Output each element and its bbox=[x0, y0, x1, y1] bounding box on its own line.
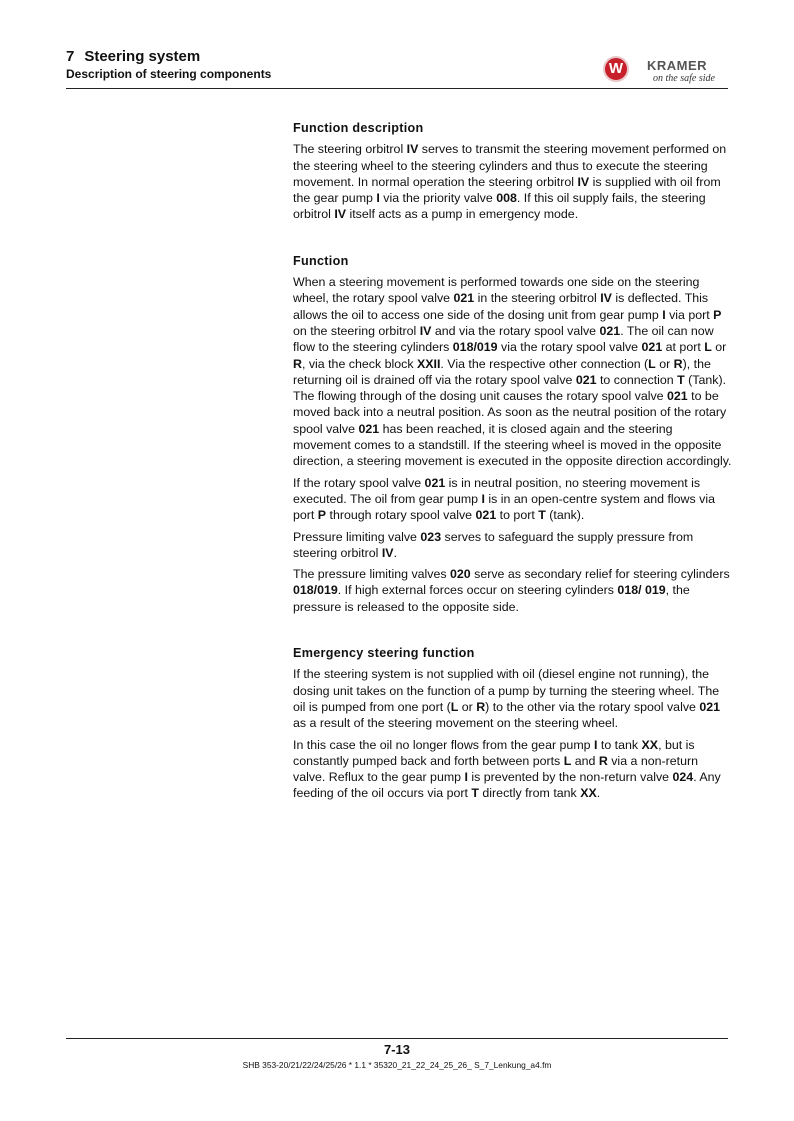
chapter-number: 7 bbox=[66, 48, 75, 65]
bold-reference: R bbox=[476, 699, 486, 714]
section-function bbox=[293, 253, 733, 615]
bold-reference: IV bbox=[334, 207, 347, 222]
bold-reference: 018/019 bbox=[293, 583, 338, 598]
bold-reference: L bbox=[704, 340, 712, 355]
bold-reference: R bbox=[293, 356, 302, 371]
bold-reference: 008 bbox=[496, 191, 517, 206]
main-content bbox=[293, 120, 733, 832]
paragraph: The steering orbitrol IV serves to transmit the steering movement performed on the steering wheel to the steering cylinders and thus to execute the steering movement. In normal operation the steering orbitrol IV is supplied with oil from the gear pump I via the priority valve 008. If this oil supply fails, the steering orbitrol IV itself acts as a pump in emergency mode. bbox=[293, 142, 727, 222]
bold-reference: 020 bbox=[450, 567, 471, 582]
bold-reference: I bbox=[376, 191, 380, 206]
bold-reference: R bbox=[673, 356, 683, 371]
bold-reference: I bbox=[464, 770, 468, 785]
section-heading: Function bbox=[293, 253, 349, 268]
bold-reference: IV bbox=[406, 142, 419, 157]
bold-reference: P bbox=[317, 508, 327, 523]
bold-reference: IV bbox=[600, 291, 612, 306]
section-heading: Function description bbox=[293, 121, 424, 135]
bold-reference: IV bbox=[577, 174, 590, 189]
section-function-description bbox=[293, 120, 733, 223]
bold-reference: 024 bbox=[672, 770, 694, 785]
bold-reference: T bbox=[538, 508, 546, 523]
paragraph: If the steering system is not supplied with oil (diesel engine not running), the dosing unit takes on the function of a pump by turning the steering wheel. The oil is pumped from one port (L or R) to the other via the rotary spool valve 021 as a result of the steering movement on the steering wheel. bbox=[293, 667, 721, 731]
bold-reference: XXII bbox=[416, 356, 441, 371]
bold-reference: I bbox=[481, 491, 485, 506]
bold-reference: 021 bbox=[358, 421, 380, 436]
logo-mark-icon: W bbox=[603, 56, 629, 82]
bold-reference: 018/019 bbox=[452, 340, 498, 355]
bold-reference: P bbox=[713, 307, 722, 322]
paragraph: When a steering movement is performed towards one side on the steering wheel, the rotary spool valve 021 in the steering orbitrol IV is deflected. This allows the oil to access one side of the dosing unit from gear pump I via port P on the steering orbitrol IV and via the rotary spool valve 021. The oil can now flow to the steering cylinders 018/019 via the rotary spool valve 021 at port L or R, via the check block XXII. Via the respective other connection (L or R), the returning oil is drained off via the rotary spool valve 021 to connection T (Tank). The flowing through of the dosing unit causes the rotary spool valve 021 to be moved back into a neutral position. As soon as the neutral position of the rotary spool valve 021 has been reached, it is closed again and the steering movement comes to a standstill. If the steering wheel is moved in the opposite direction, a steering movement is executed in the opposite direction accordingly. bbox=[293, 275, 732, 469]
bold-reference: XX bbox=[641, 737, 659, 752]
section-heading: Emergency steering function bbox=[293, 646, 475, 661]
header-divider bbox=[66, 88, 728, 89]
paragraph: The pressure limiting valves 020 serve as secondary relief for steering cylinders 018/019. If high external forces occur on steering cylinders 018/ 019, the pressure is released to the opposite side. bbox=[293, 567, 730, 614]
kramer-logo bbox=[603, 54, 728, 88]
bold-reference: 021 bbox=[575, 372, 597, 387]
bold-reference: 021 bbox=[641, 340, 663, 355]
bold-reference: I bbox=[593, 737, 598, 752]
bold-reference: 021 bbox=[475, 508, 497, 523]
bold-reference: IV bbox=[419, 323, 432, 338]
bold-reference: R bbox=[598, 753, 608, 768]
logo-brand: KRAMER bbox=[647, 58, 708, 73]
chapter-title: Steering system bbox=[84, 48, 201, 65]
bold-reference: 018/ 019 bbox=[617, 583, 666, 598]
paragraph: Pressure limiting valve 023 serves to safeguard the supply pressure from steering orbitrol IV. bbox=[293, 529, 694, 560]
bold-reference: 023 bbox=[420, 529, 442, 544]
bold-reference: T bbox=[677, 372, 685, 387]
bold-reference: 021 bbox=[424, 475, 446, 490]
paragraph: If the rotary spool valve 021 is in neutral position, no steering movement is executed. The oil from gear pump I is in an open-centre system and flows via port P through rotary spool valve 021 to port T (tank). bbox=[293, 475, 715, 523]
bold-reference: IV bbox=[381, 545, 394, 560]
bold-reference: T bbox=[471, 786, 479, 801]
bold-reference: L bbox=[450, 699, 459, 714]
page-number: 7-13 bbox=[383, 1042, 411, 1057]
bold-reference: L bbox=[648, 356, 656, 371]
footer-divider bbox=[66, 1038, 728, 1039]
bold-reference: I bbox=[662, 307, 666, 322]
bold-reference: L bbox=[563, 753, 572, 768]
bold-reference: 021 bbox=[453, 291, 475, 306]
logo-tagline: on the safe side bbox=[653, 73, 715, 84]
section-subtitle: Description of steering components bbox=[66, 67, 272, 81]
bold-reference: 021 bbox=[699, 699, 721, 714]
paragraph: In this case the oil no longer flows from the gear pump I to tank XX, but is constantly pumped back and forth between ports L and R via a non-return valve. Reflux to the gear pump I is prevented by the non-return valve 024. Any feeding of the oil occurs via port T directly from tank XX. bbox=[293, 737, 721, 801]
bold-reference: 021 bbox=[667, 389, 688, 404]
section-emergency-steering bbox=[293, 645, 733, 802]
bold-reference: 021 bbox=[599, 323, 621, 338]
document-info: SHB 353-20/21/22/24/25/26 * 1.1 * 35320_21_22_24_25_26_ S_7_Lenkung_a4.fm bbox=[242, 1060, 552, 1070]
bold-reference: XX bbox=[580, 786, 597, 801]
